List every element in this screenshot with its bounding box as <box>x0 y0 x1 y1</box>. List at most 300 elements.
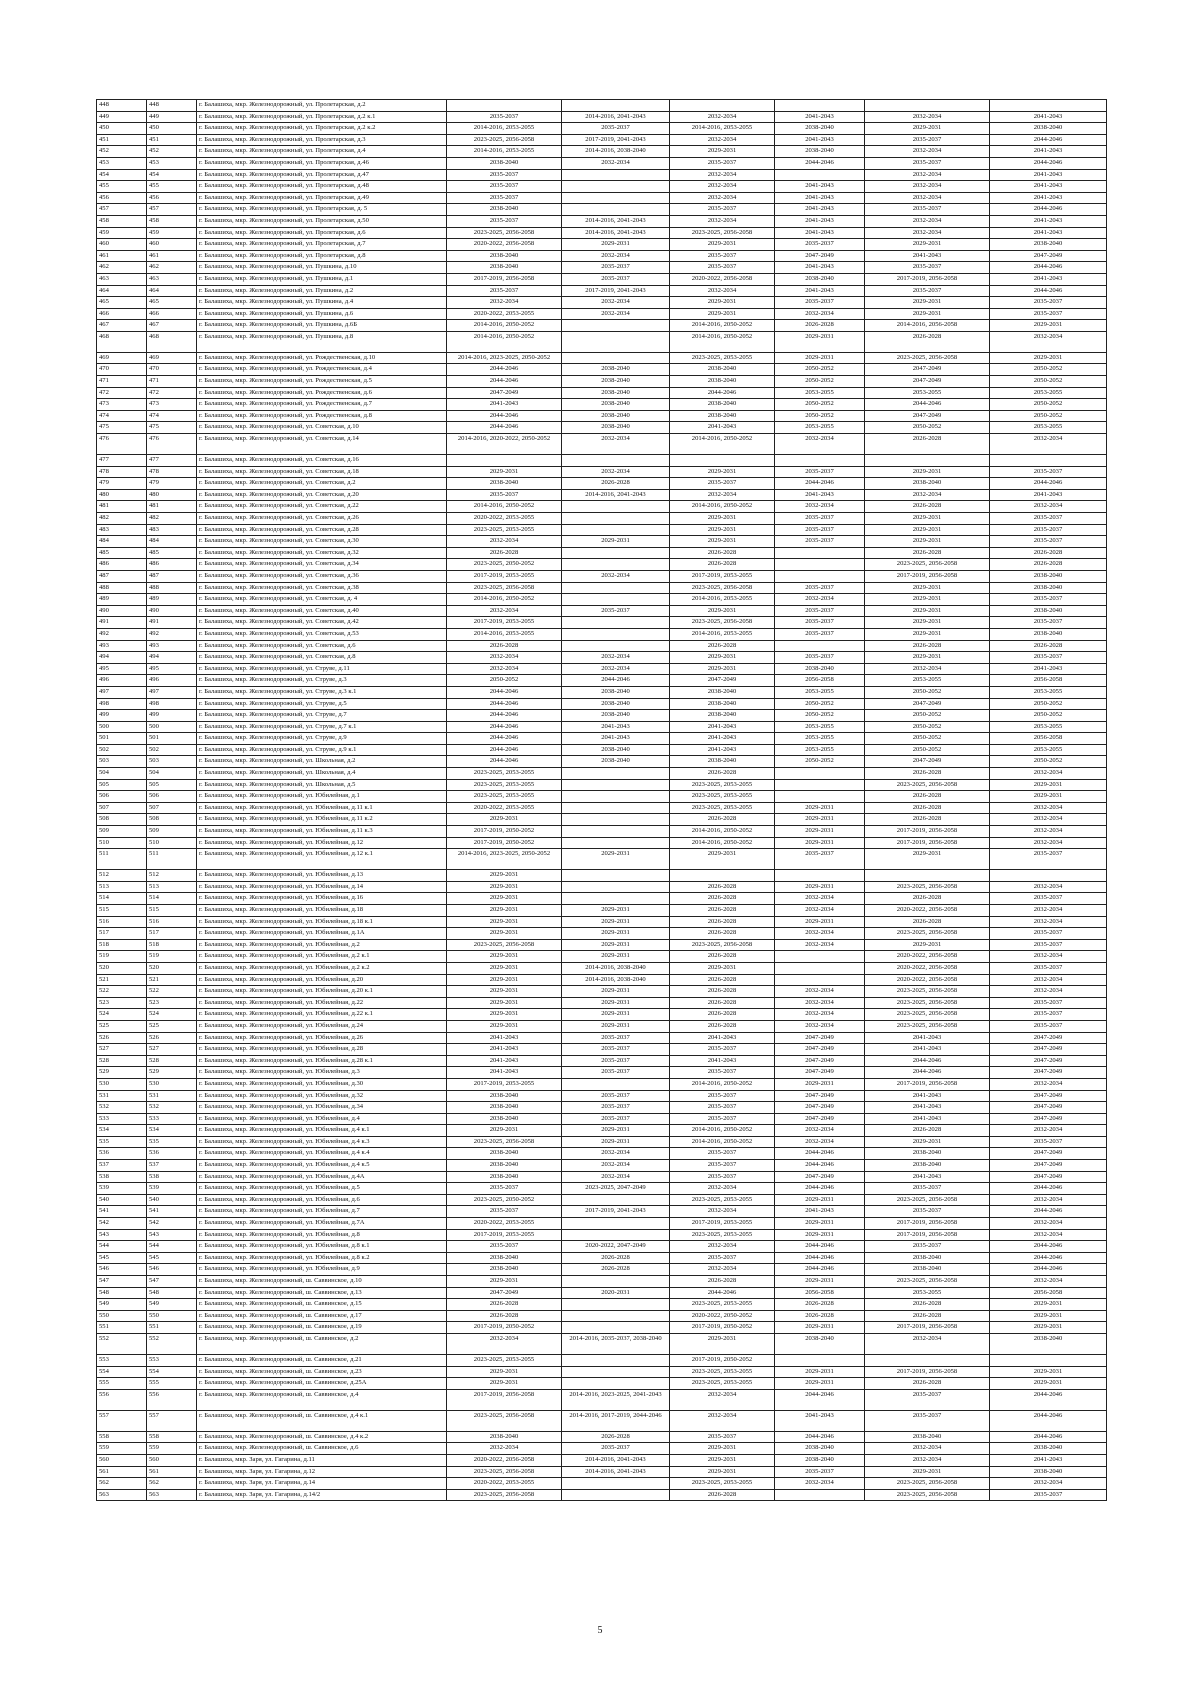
period-cell-2 <box>562 791 670 803</box>
table-row <box>97 1478 1107 1490</box>
table-row <box>97 849 1107 870</box>
period-cell-1: 2044-2046 <box>447 364 562 376</box>
period-cell-3: 2026-2028 <box>670 1489 775 1501</box>
period-cell-6: 2044-2046 <box>990 1241 1107 1253</box>
table-row <box>97 297 1107 309</box>
address-cell: г. Балашиха, мкр. Железнодорожный, ул. Юбилейная, д.8 к.1 <box>197 1241 447 1253</box>
period-cell-5: 2029-2031 <box>865 628 990 640</box>
period-cell-5: 2053-2055 <box>865 387 990 399</box>
row-number-secondary: 505 <box>147 779 197 791</box>
period-cell-4: 2032-2034 <box>775 997 865 1009</box>
row-number: 528 <box>97 1055 147 1067</box>
period-cell-3: 2032-2034 <box>670 1206 775 1218</box>
period-cell-6: 2032-2034 <box>990 916 1107 928</box>
address-cell: г. Балашиха, мкр. Железнодорожный, ул. Советская, д.8 <box>197 652 447 664</box>
period-cell-1: 2038-2040 <box>447 1102 562 1114</box>
row-number: 491 <box>97 617 147 629</box>
address-cell: г. Балашиха, мкр. Железнодорожный, ул. Юбилейная, д.22 <box>197 997 447 1009</box>
period-cell-3: 2032-2034 <box>670 1241 775 1253</box>
table-row <box>97 169 1107 181</box>
row-number: 450 <box>97 123 147 135</box>
table-row <box>97 928 1107 940</box>
period-cell-4: 2029-2031 <box>775 837 865 849</box>
address-cell: г. Балашиха, мкр. Железнодорожный, ш. Саввинское, д.15 <box>197 1299 447 1311</box>
period-cell-3: 2017-2019, 2050-2052 <box>670 1354 775 1366</box>
period-cell-5: 2029-2031 <box>865 513 990 525</box>
row-number-secondary: 478 <box>147 466 197 478</box>
address-cell: г. Балашиха, мкр. Железнодорожный, ш. Саввинское, д.13 <box>197 1287 447 1299</box>
row-number: 465 <box>97 297 147 309</box>
table-row <box>97 570 1107 582</box>
table-row <box>97 331 1107 352</box>
period-cell-2: 2035-2037 <box>562 273 670 285</box>
row-number: 473 <box>97 399 147 411</box>
period-cell-4: 2041-2043 <box>775 192 865 204</box>
table-row <box>97 215 1107 227</box>
period-cell-3: 2026-2028 <box>670 640 775 652</box>
row-number-secondary: 475 <box>147 422 197 434</box>
period-cell-5: 2026-2028 <box>865 791 990 803</box>
table-row <box>97 376 1107 388</box>
row-number: 455 <box>97 181 147 193</box>
period-cell-6: 2035-2037 <box>990 308 1107 320</box>
period-cell-2: 2032-2034 <box>562 308 670 320</box>
period-cell-5: 2041-2043 <box>865 1044 990 1056</box>
period-cell-5: 2035-2037 <box>865 204 990 216</box>
table-row <box>97 1241 1107 1253</box>
row-number: 540 <box>97 1194 147 1206</box>
period-cell-6: 2044-2046 <box>990 1183 1107 1195</box>
period-cell-2 <box>562 169 670 181</box>
period-cell-1: 2029-2031 <box>447 893 562 905</box>
period-cell-3: 2026-2028 <box>670 1276 775 1288</box>
row-number-secondary: 485 <box>147 547 197 559</box>
period-cell-2: 2014-2016, 2038-2040 <box>562 962 670 974</box>
period-cell-4: 2038-2040 <box>775 273 865 285</box>
period-cell-6: 2041-2043 <box>990 273 1107 285</box>
row-number-secondary: 561 <box>147 1466 197 1478</box>
period-cell-2: 2026-2028 <box>562 1252 670 1264</box>
period-cell-3: 2014-2016, 2050-2052 <box>670 331 775 352</box>
period-cell-5: 2047-2049 <box>865 756 990 768</box>
period-cell-3: 2029-2031 <box>670 239 775 251</box>
period-cell-5: 2032-2034 <box>865 181 990 193</box>
row-number-secondary: 503 <box>147 756 197 768</box>
table-row <box>97 1044 1107 1056</box>
period-cell-3: 2038-2040 <box>670 399 775 411</box>
address-cell: г. Балашиха, мкр. Железнодорожный, ул. Юбилейная, д.8 <box>197 1229 447 1241</box>
address-cell: г. Балашиха, мкр. Железнодорожный, ул. Юбилейная, д.6 <box>197 1194 447 1206</box>
period-cell-6: 2035-2037 <box>990 536 1107 548</box>
period-cell-3: 2032-2034 <box>670 1389 775 1410</box>
period-cell-5: 2038-2040 <box>865 1160 990 1172</box>
table-row <box>97 1443 1107 1455</box>
period-cell-6: 2041-2043 <box>990 181 1107 193</box>
row-number-secondary: 526 <box>147 1032 197 1044</box>
row-number-secondary: 562 <box>147 1478 197 1490</box>
period-cell-4: 2041-2043 <box>775 111 865 123</box>
period-cell-5: 2035-2037 <box>865 134 990 146</box>
period-cell-1: 2038-2040 <box>447 1431 562 1443</box>
period-cell-4: 2056-2058 <box>775 675 865 687</box>
period-cell-3: 2014-2016, 2053-2055 <box>670 594 775 606</box>
period-cell-3: 2026-2028 <box>670 559 775 571</box>
period-cell-6: 2032-2034 <box>990 768 1107 780</box>
period-cell-6: 2032-2034 <box>990 1078 1107 1090</box>
period-cell-1: 2044-2046 <box>447 410 562 422</box>
period-cell-2: 2029-2031 <box>562 1009 670 1021</box>
row-number-secondary: 547 <box>147 1276 197 1288</box>
period-cell-3 <box>670 100 775 112</box>
period-cell-5: 2035-2037 <box>865 1389 990 1410</box>
period-cell-6: 2041-2043 <box>990 169 1107 181</box>
period-cell-4: 2035-2037 <box>775 524 865 536</box>
period-cell-3: 2023-2025, 2056-2058 <box>670 227 775 239</box>
row-number-secondary: 517 <box>147 928 197 940</box>
period-cell-2: 2035-2037 <box>562 123 670 135</box>
row-number: 448 <box>97 100 147 112</box>
table-row <box>97 547 1107 559</box>
row-number-secondary: 559 <box>147 1443 197 1455</box>
period-cell-4: 2035-2037 <box>775 617 865 629</box>
period-cell-1: 2038-2040 <box>447 1160 562 1172</box>
table-row <box>97 134 1107 146</box>
period-cell-2: 2029-2031 <box>562 939 670 951</box>
row-number: 469 <box>97 352 147 364</box>
row-number: 557 <box>97 1410 147 1431</box>
period-cell-2: 2014-2016, 2017-2019, 2044-2046 <box>562 1410 670 1431</box>
period-cell-5: 2032-2034 <box>865 111 990 123</box>
period-cell-6: 2038-2040 <box>990 123 1107 135</box>
period-cell-2 <box>562 628 670 640</box>
period-cell-2: 2038-2040 <box>562 399 670 411</box>
table-row <box>97 100 1107 112</box>
period-cell-2: 2038-2040 <box>562 422 670 434</box>
address-cell: г. Балашиха, мкр. Железнодорожный, ул. Струве, д.3 <box>197 675 447 687</box>
address-cell: г. Балашиха, мкр. Железнодорожный, ул. Юбилейная, д.11 к.1 <box>197 802 447 814</box>
period-cell-1: 2020-2022, 2056-2058 <box>447 1454 562 1466</box>
table-row <box>97 1466 1107 1478</box>
table-row <box>97 352 1107 364</box>
period-cell-6: 2029-2031 <box>990 1322 1107 1334</box>
address-cell: г. Балашиха, мкр. Железнодорожный, ул. Рождественская, д.4 <box>197 364 447 376</box>
period-cell-1: 2044-2046 <box>447 710 562 722</box>
period-cell-4: 2044-2046 <box>775 1160 865 1172</box>
row-number: 506 <box>97 791 147 803</box>
address-cell: г. Балашиха, мкр. Железнодорожный, ул. Юбилейная, д.14 <box>197 881 447 893</box>
period-cell-5: 2038-2040 <box>865 478 990 490</box>
period-cell-1: 2038-2040 <box>447 1264 562 1276</box>
row-number-secondary: 488 <box>147 582 197 594</box>
row-number-secondary: 545 <box>147 1252 197 1264</box>
address-cell: г. Балашиха, мкр. Железнодорожный, ул. Юбилейная, д.24 <box>197 1020 447 1032</box>
period-cell-5: 2029-2031 <box>865 524 990 536</box>
row-number: 523 <box>97 997 147 1009</box>
period-cell-1: 2017-2019, 2053-2055 <box>447 1229 562 1241</box>
period-cell-5: 2023-2025, 2056-2058 <box>865 997 990 1009</box>
address-cell: г. Балашиха, мкр. Железнодорожный, ул. Струве, д.7 к.1 <box>197 721 447 733</box>
row-number-secondary: 532 <box>147 1102 197 1114</box>
table-row <box>97 939 1107 951</box>
table-row <box>97 1310 1107 1322</box>
period-cell-4: 2032-2034 <box>775 893 865 905</box>
table-row <box>97 285 1107 297</box>
period-cell-4: 2047-2049 <box>775 1067 865 1079</box>
table-row <box>97 434 1107 455</box>
table-row <box>97 617 1107 629</box>
address-cell: г. Балашиха, мкр. Железнодорожный, ул. Пролетарская, д.2 к.2 <box>197 123 447 135</box>
period-cell-4: 2041-2043 <box>775 1410 865 1431</box>
row-number: 531 <box>97 1090 147 1102</box>
period-cell-4 <box>775 1489 865 1501</box>
period-cell-3: 2026-2028 <box>670 814 775 826</box>
period-cell-1: 2047-2049 <box>447 387 562 399</box>
period-cell-5: 2029-2031 <box>865 239 990 251</box>
row-number-secondary: 513 <box>147 881 197 893</box>
table-row <box>97 308 1107 320</box>
period-cell-2: 2032-2034 <box>562 1171 670 1183</box>
row-number: 471 <box>97 376 147 388</box>
period-cell-1: 2038-2040 <box>447 1090 562 1102</box>
period-cell-6: 2032-2034 <box>990 331 1107 352</box>
address-cell: г. Балашиха, мкр. Железнодорожный, ул. Юбилейная, д.4 к.4 <box>197 1148 447 1160</box>
period-cell-5: 2029-2031 <box>865 1136 990 1148</box>
address-cell: г. Балашиха, мкр. Железнодорожный, ул. Струве, д.11 <box>197 663 447 675</box>
table-row <box>97 1183 1107 1195</box>
period-cell-4 <box>775 547 865 559</box>
period-cell-6: 2041-2043 <box>990 215 1107 227</box>
period-cell-6: 2038-2040 <box>990 605 1107 617</box>
period-cell-4: 2029-2031 <box>775 916 865 928</box>
row-number-secondary: 473 <box>147 399 197 411</box>
row-number-secondary: 522 <box>147 986 197 998</box>
period-cell-1: 2029-2031 <box>447 905 562 917</box>
period-cell-5: 2029-2031 <box>865 466 990 478</box>
table-row <box>97 1333 1107 1354</box>
period-cell-6: 2044-2046 <box>990 1264 1107 1276</box>
address-cell: г. Балашиха, мкр. Железнодорожный, ш. Саввинское, д.4 к.1 <box>197 1410 447 1431</box>
period-cell-6: 2041-2043 <box>990 111 1107 123</box>
address-cell: г. Балашиха, мкр. Железнодорожный, ул. Советская, д.26 <box>197 513 447 525</box>
row-number: 534 <box>97 1125 147 1137</box>
period-cell-2 <box>562 1310 670 1322</box>
period-cell-2 <box>562 331 670 352</box>
period-cell-4: 2035-2037 <box>775 605 865 617</box>
period-cell-1: 2023-2025, 2050-2052 <box>447 1194 562 1206</box>
period-cell-5: 2032-2034 <box>865 227 990 239</box>
row-number-secondary: 556 <box>147 1389 197 1410</box>
period-cell-1: 2023-2025, 2056-2058 <box>447 1489 562 1501</box>
period-cell-6: 2032-2034 <box>990 802 1107 814</box>
period-cell-3: 2029-2031 <box>670 466 775 478</box>
period-cell-3: 2029-2031 <box>670 297 775 309</box>
period-cell-1: 2017-2019, 2053-2055 <box>447 1078 562 1090</box>
period-cell-1: 2035-2037 <box>447 285 562 297</box>
period-cell-4: 2050-2052 <box>775 710 865 722</box>
period-cell-4: 2032-2034 <box>775 594 865 606</box>
period-cell-4: 2044-2046 <box>775 157 865 169</box>
period-cell-3: 2023-2025, 2053-2055 <box>670 1366 775 1378</box>
period-cell-1 <box>447 100 562 112</box>
period-cell-6: 2041-2043 <box>990 192 1107 204</box>
row-number-secondary: 464 <box>147 285 197 297</box>
period-cell-3: 2038-2040 <box>670 364 775 376</box>
period-cell-3: 2041-2043 <box>670 721 775 733</box>
row-number: 519 <box>97 951 147 963</box>
row-number: 550 <box>97 1310 147 1322</box>
period-cell-3: 2032-2034 <box>670 169 775 181</box>
period-cell-4: 2029-2031 <box>775 1378 865 1390</box>
period-cell-4: 2029-2031 <box>775 1322 865 1334</box>
row-number: 495 <box>97 663 147 675</box>
period-cell-5: 2029-2031 <box>865 594 990 606</box>
row-number: 454 <box>97 169 147 181</box>
period-cell-4: 2050-2052 <box>775 698 865 710</box>
period-cell-3: 2032-2034 <box>670 1410 775 1431</box>
period-cell-4: 2044-2046 <box>775 1264 865 1276</box>
period-cell-6: 2056-2058 <box>990 675 1107 687</box>
table-row <box>97 837 1107 849</box>
period-cell-5: 2035-2037 <box>865 1206 990 1218</box>
row-number: 463 <box>97 273 147 285</box>
period-cell-5: 2017-2019, 2056-2058 <box>865 837 990 849</box>
period-cell-3: 2014-2016, 2050-2052 <box>670 1078 775 1090</box>
period-cell-6: 2053-2055 <box>990 721 1107 733</box>
period-cell-6: 2035-2037 <box>990 1489 1107 1501</box>
table-row <box>97 1322 1107 1334</box>
address-cell: г. Балашиха, мкр. Железнодорожный, ул. Струве, д.3 к.1 <box>197 686 447 698</box>
period-cell-4: 2047-2049 <box>775 1113 865 1125</box>
address-cell: г. Балашиха, мкр. Железнодорожный, ул. Школьная, д.4 <box>197 768 447 780</box>
row-number: 477 <box>97 455 147 467</box>
row-number-secondary: 540 <box>147 1194 197 1206</box>
period-cell-1: 2041-2043 <box>447 1055 562 1067</box>
period-cell-4: 2038-2040 <box>775 1454 865 1466</box>
address-cell: г. Балашиха, мкр. Железнодорожный, ш. Саввинское, д.2 <box>197 1333 447 1354</box>
row-number-secondary: 459 <box>147 227 197 239</box>
table-row <box>97 675 1107 687</box>
address-cell: г. Балашиха, мкр. Железнодорожный, ул. Пушкина, д.6 <box>197 308 447 320</box>
row-number-secondary: 491 <box>147 617 197 629</box>
period-cell-5: 2017-2019, 2056-2058 <box>865 1218 990 1230</box>
period-cell-5: 2029-2031 <box>865 939 990 951</box>
address-cell: г. Балашиха, мкр. Железнодорожный, ул. Юбилейная, д.3 <box>197 1067 447 1079</box>
period-cell-5: 2053-2055 <box>865 675 990 687</box>
period-cell-2: 2029-2031 <box>562 997 670 1009</box>
period-cell-3: 2029-2031 <box>670 146 775 158</box>
address-cell: г. Балашиха, мкр. Железнодорожный, ул. Советская, д. 4 <box>197 594 447 606</box>
period-cell-3: 2038-2040 <box>670 756 775 768</box>
address-cell: г. Балашиха, мкр. Железнодорожный, ул. Пролетарская, д.46 <box>197 157 447 169</box>
period-cell-5: 2017-2019, 2056-2058 <box>865 1078 990 1090</box>
period-cell-4: 2035-2037 <box>775 513 865 525</box>
table-row <box>97 779 1107 791</box>
period-cell-4: 2032-2034 <box>775 986 865 998</box>
row-number: 527 <box>97 1044 147 1056</box>
address-cell: г. Балашиха, мкр. Заря, ул. Гагарина, д.14/2 <box>197 1489 447 1501</box>
period-cell-6: 2056-2058 <box>990 1287 1107 1299</box>
period-cell-2 <box>562 814 670 826</box>
row-number-secondary: 508 <box>147 814 197 826</box>
table-row <box>97 698 1107 710</box>
period-cell-4: 2041-2043 <box>775 181 865 193</box>
period-cell-1: 2032-2034 <box>447 536 562 548</box>
row-number: 475 <box>97 422 147 434</box>
period-cell-5: 2017-2019, 2056-2058 <box>865 1229 990 1241</box>
period-cell-6 <box>990 1354 1107 1366</box>
period-cell-4 <box>775 455 865 467</box>
address-cell: г. Балашиха, мкр. Железнодорожный, ул. Пролетарская, д.4 <box>197 146 447 158</box>
row-number-secondary: 470 <box>147 364 197 376</box>
period-cell-3: 2014-2016, 2050-2052 <box>670 1125 775 1137</box>
period-cell-1: 2026-2028 <box>447 547 562 559</box>
address-cell: г. Балашиха, мкр. Железнодорожный, ул. Советская, д.53 <box>197 628 447 640</box>
period-cell-2 <box>562 204 670 216</box>
period-cell-2 <box>562 547 670 559</box>
period-cell-1: 2035-2037 <box>447 1206 562 1218</box>
period-cell-2: 2032-2034 <box>562 1160 670 1172</box>
period-cell-4: 2038-2040 <box>775 1333 865 1354</box>
period-cell-5: 2038-2040 <box>865 1431 990 1443</box>
period-cell-3: 2032-2034 <box>670 1264 775 1276</box>
period-cell-6: 2035-2037 <box>990 513 1107 525</box>
period-cell-5: 2035-2037 <box>865 1410 990 1431</box>
address-cell: г. Балашиха, мкр. Железнодорожный, ул. Пролетарская, д. 5 <box>197 204 447 216</box>
table-row <box>97 387 1107 399</box>
period-cell-3: 2041-2043 <box>670 422 775 434</box>
row-number-secondary: 502 <box>147 744 197 756</box>
period-cell-1: 2044-2046 <box>447 698 562 710</box>
period-cell-1: 2032-2034 <box>447 652 562 664</box>
period-cell-4: 2029-2031 <box>775 1218 865 1230</box>
period-cell-4 <box>775 169 865 181</box>
period-cell-6: 2032-2034 <box>990 814 1107 826</box>
period-cell-1: 2017-2019, 2053-2055 <box>447 617 562 629</box>
period-cell-2: 2020-2031 <box>562 1287 670 1299</box>
row-number: 489 <box>97 594 147 606</box>
row-number-secondary: 560 <box>147 1454 197 1466</box>
period-cell-5: 2032-2034 <box>865 489 990 501</box>
period-cell-2 <box>562 1366 670 1378</box>
row-number-secondary: 515 <box>147 905 197 917</box>
period-cell-4: 2035-2037 <box>775 297 865 309</box>
row-number: 542 <box>97 1218 147 1230</box>
row-number: 459 <box>97 227 147 239</box>
address-cell: г. Балашиха, мкр. Железнодорожный, ул. Юбилейная, д.12 <box>197 837 447 849</box>
period-cell-2: 2014-2016, 2041-2043 <box>562 215 670 227</box>
row-number: 470 <box>97 364 147 376</box>
table-row <box>97 1287 1107 1299</box>
period-cell-1: 2029-2031 <box>447 962 562 974</box>
period-cell-2 <box>562 640 670 652</box>
period-cell-4: 2041-2043 <box>775 1206 865 1218</box>
period-cell-3: 2029-2031 <box>670 1333 775 1354</box>
period-cell-1: 2044-2046 <box>447 686 562 698</box>
period-cell-1: 2044-2046 <box>447 744 562 756</box>
address-cell: г. Балашиха, мкр. Железнодорожный, ул. Советская, д.42 <box>197 617 447 629</box>
period-cell-5: 2026-2028 <box>865 1125 990 1137</box>
period-cell-4: 2035-2037 <box>775 1466 865 1478</box>
period-cell-1: 2041-2043 <box>447 399 562 411</box>
period-cell-1: 2023-2025, 2056-2058 <box>447 1136 562 1148</box>
period-cell-3: 2023-2025, 2056-2058 <box>670 617 775 629</box>
table-row <box>97 157 1107 169</box>
period-cell-6: 2038-2040 <box>990 1443 1107 1455</box>
period-cell-3: 2035-2037 <box>670 1431 775 1443</box>
period-cell-2 <box>562 1489 670 1501</box>
table-row <box>97 951 1107 963</box>
row-number-secondary: 466 <box>147 308 197 320</box>
